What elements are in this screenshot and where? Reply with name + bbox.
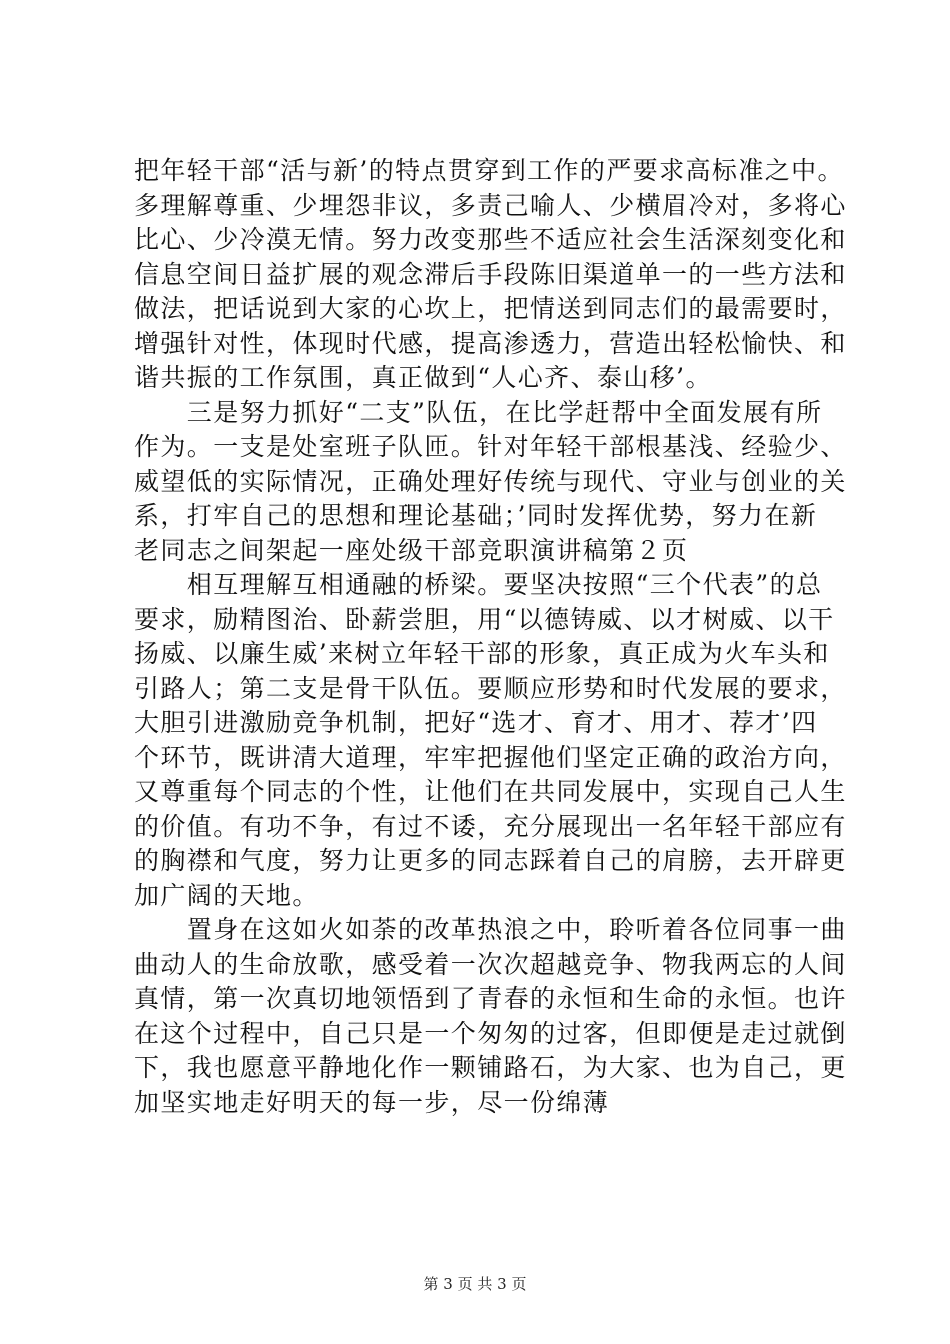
page-number-footer: 第 3 页 共 3 页: [423, 1275, 527, 1293]
text-line: 大胆引进激励竞争机制，把好“选才、育才、用才、荐才’四: [134, 708, 818, 737]
text-line: 在这个过程中，自己只是一个匆匆的过客，但即便是走过就倒: [134, 1018, 847, 1048]
text-line: 系，打牢自己的思想和理论基础；’同时发挥优势，努力在新: [134, 501, 818, 530]
paragraph-3: [134, 568, 847, 913]
text-line: 真情，第一次真切地领悟到了青春的永恒和生命的永恒。也许: [134, 984, 847, 1013]
text-line: 要求，励精图治、卧薪尝胆，用“以德铸威、以才树威、以干: [134, 604, 835, 634]
text-line: 作为。一支是处室班子队匝。针对年轻干部根基浅、经验少、: [134, 432, 847, 461]
text-line: 个环节，既讲清大道理，牢牢把握他们坚定正确的政治方向，: [134, 742, 847, 772]
text-line: 把年轻干部“活与新’的特点贯穿到工作的严要求高标准之中。: [134, 156, 844, 185]
text-line: 扬威、以廉生威’来树立年轻干部的形象，真正成为火车头和: [134, 639, 830, 668]
paragraph-4: [134, 913, 847, 1120]
text-line: 下，我也愿意平静地化作一颗铺路石，为大家、也为自己，更: [134, 1053, 847, 1082]
text-line: 的胸襟和气度，努力让更多的同志踩着自己的肩膀，去开辟更: [134, 846, 847, 875]
text-line: 做法，把话说到大家的心坎上，把情送到同志们的最需要时，: [134, 294, 847, 323]
text-line: 又尊重每个同志的个性，让他们在共同发展中，实现自己人生: [134, 777, 847, 806]
text-line: 比心、少冷漠无情。努力改变那些不适应社会生活深刻变化和: [134, 225, 847, 254]
text-line: 谐共振的工作氛围，真正做到“人心齐、泰山移’。: [134, 363, 712, 392]
text-line: 加广阔的天地。: [134, 880, 319, 910]
text-line: 三是努力抓好“二支”队伍，在比学赶帮中全面发展有所: [134, 397, 823, 427]
text-line: 的价值。有功不争，有过不诿，充分展现出一名年轻干部应有: [134, 811, 847, 841]
text-line: 多理解尊重、少埋怨非议，多责己喻人、少横眉冷对，多将心: [134, 190, 847, 220]
text-line: 老同志之间架起一座处级干部竞职演讲稿第２页: [134, 535, 689, 565]
text-line: 加坚实地走好明天的每一步，尽一份绵薄: [134, 1087, 610, 1117]
text-line: 置身在这如火如荼的改革热浪之中，聆听着各位同事一曲: [134, 915, 847, 944]
text-line: 引路人；第二支是骨干队伍。要顺应形势和时代发展的要求，: [134, 673, 847, 703]
text-line: 信息空间日益扩展的观念滞后手段陈旧渠道单一的一些方法和: [134, 259, 847, 289]
text-line: 威望低的实际情况，正确处理好传统与现代、守业与创业的关: [134, 466, 847, 496]
paragraph-1: [134, 154, 847, 396]
document-body: [134, 154, 847, 1120]
paragraph-2: [134, 396, 847, 569]
text-line: 增强针对性，体现时代感，提高渗透力，营造出轻松愉快、和: [134, 328, 847, 358]
text-line: 曲动人的生命放歌，感受着一次次超越竞争、物我两忘的人间: [134, 949, 847, 979]
text-line: 相互理解互相通融的桥梁。要坚决按照“三个代表”的总: [134, 570, 823, 599]
